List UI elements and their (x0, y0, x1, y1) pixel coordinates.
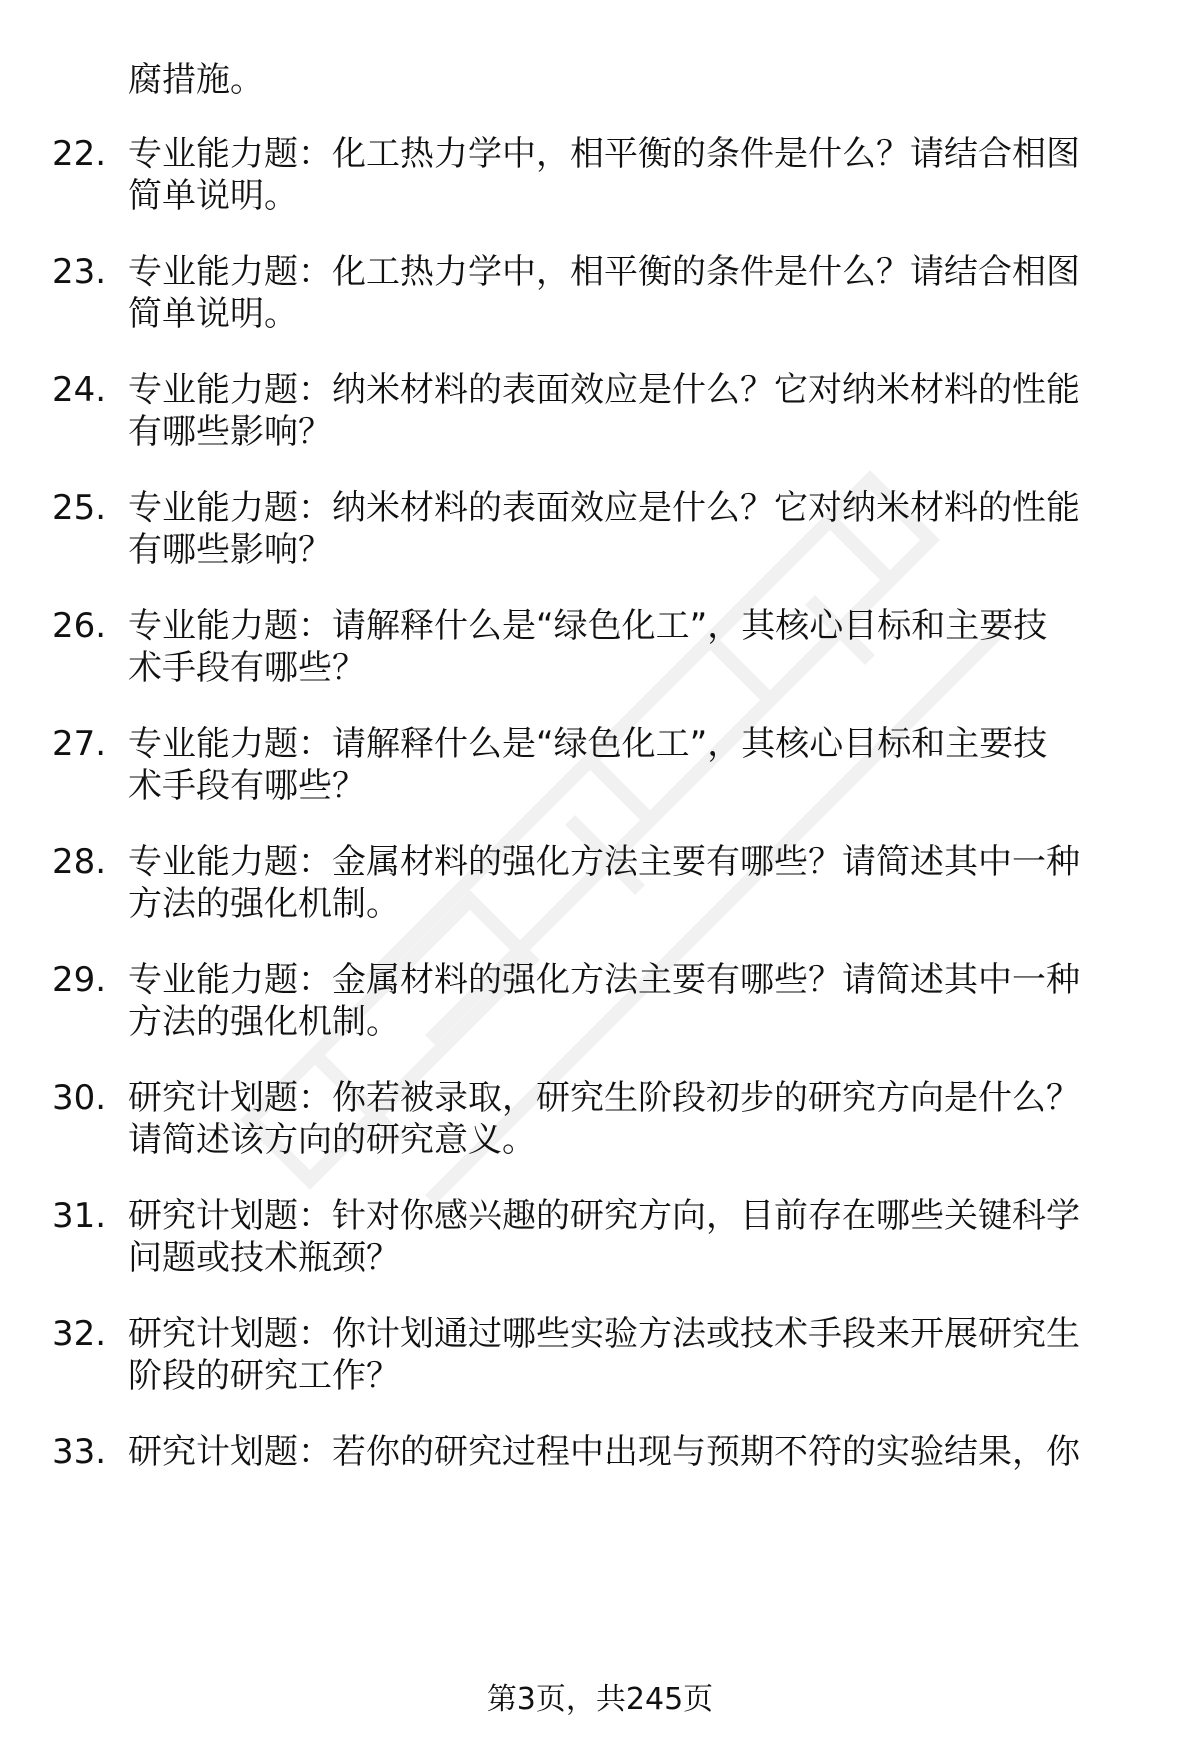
question-text-line1: 专业能力题：纳米材料的表面效应是什么？它对纳米材料的性能 (128, 488, 1080, 528)
question-number: 25. (52, 488, 107, 528)
question-number: 22. (52, 134, 107, 174)
page-footer: 第3页，共245页 (486, 1682, 714, 1717)
question-text-line2: 有哪些影响？ (128, 530, 332, 570)
question-text-line2: 问题或技术瓶颈？ (128, 1238, 400, 1278)
question-text-line2: 有哪些影响？ (128, 412, 332, 452)
question-text-line1: 专业能力题：化工热力学中，相平衡的条件是什么？请结合相图 (128, 134, 1080, 174)
question-text-line1: 专业能力题：金属材料的强化方法主要有哪些？请简述其中一种 (128, 960, 1080, 1000)
question-text-line1: 研究计划题：你若被录取，研究生阶段初步的研究方向是什么？ (128, 1078, 1080, 1118)
question-number: 28. (52, 842, 107, 882)
question-text-line2: 阶段的研究工作？ (128, 1356, 400, 1396)
continuation-text: 腐措施。 (128, 60, 264, 100)
question-text-line1: 研究计划题：你计划通过哪些实验方法或技术手段来开展研究生 (128, 1314, 1080, 1354)
question-text-line2: 方法的强化机制。 (128, 1002, 400, 1042)
question-number: 27. (52, 724, 107, 764)
question-text-line2: 术手段有哪些？ (128, 766, 366, 806)
question-number: 23. (52, 252, 107, 292)
question-number: 33. (52, 1432, 107, 1472)
question-text-line1: 专业能力题：化工热力学中，相平衡的条件是什么？请结合相图 (128, 252, 1080, 292)
question-text-line1: 专业能力题：请解释什么是“绿色化工”，其核心目标和主要技 (128, 606, 1048, 646)
question-text-line2: 方法的强化机制。 (128, 884, 400, 924)
question-text-line1: 专业能力题：请解释什么是“绿色化工”，其核心目标和主要技 (128, 724, 1048, 764)
question-number: 31. (52, 1196, 107, 1236)
question-text-line2: 简单说明。 (128, 294, 298, 334)
question-number: 24. (52, 370, 107, 410)
question-number: 26. (52, 606, 107, 646)
question-text-line2: 术手段有哪些？ (128, 648, 366, 688)
question-text-line1: 专业能力题：金属材料的强化方法主要有哪些？请简述其中一种 (128, 842, 1080, 882)
question-text-line1: 专业能力题：纳米材料的表面效应是什么？它对纳米材料的性能 (128, 370, 1080, 410)
question-text-line1: 研究计划题：若你的研究过程中出现与预期不符的实验结果，你 (128, 1432, 1080, 1472)
question-number: 32. (52, 1314, 107, 1354)
question-number: 30. (52, 1078, 107, 1118)
question-number: 29. (52, 960, 107, 1000)
question-text-line2: 请简述该方向的研究意义。 (128, 1120, 536, 1160)
question-text-line1: 研究计划题：针对你感兴趣的研究方向，目前存在哪些关键科学 (128, 1196, 1080, 1236)
question-text-line2: 简单说明。 (128, 176, 298, 216)
